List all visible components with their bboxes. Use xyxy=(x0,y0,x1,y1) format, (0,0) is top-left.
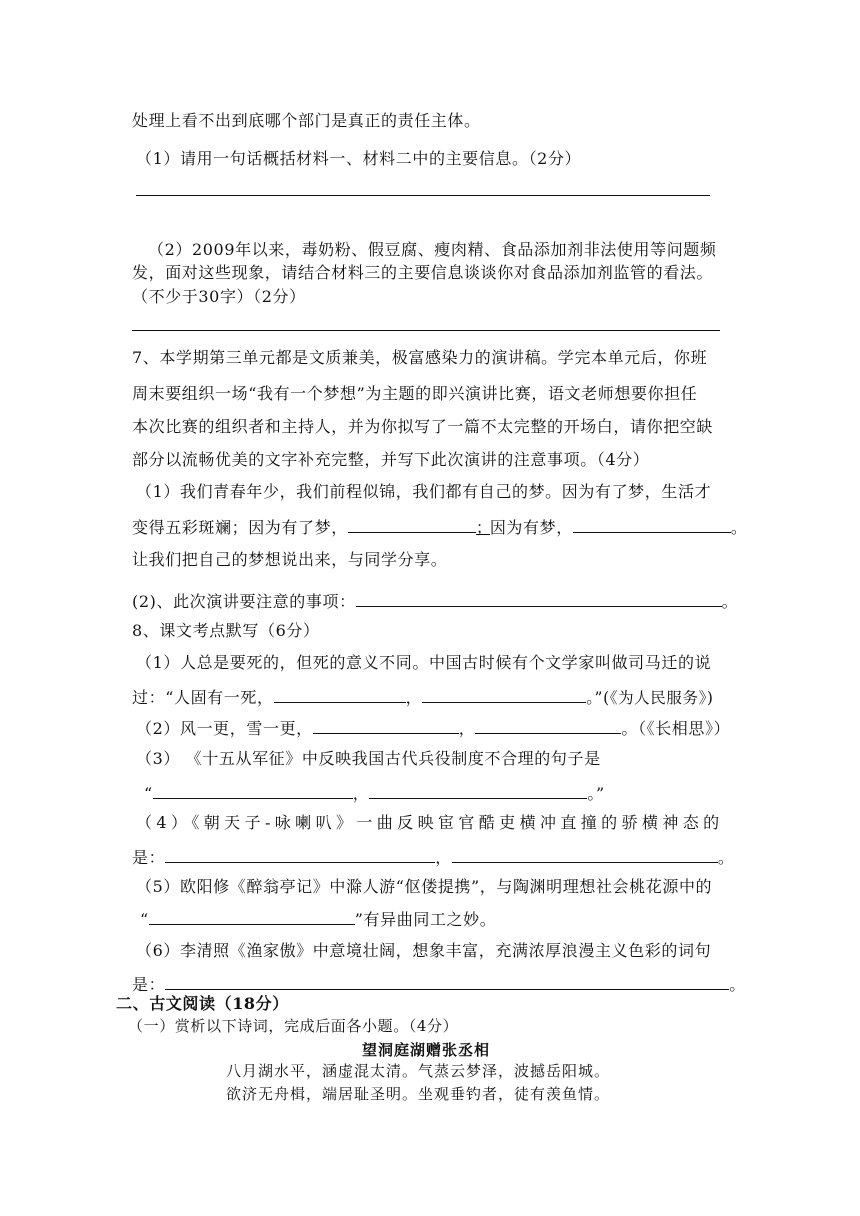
q7-line3: 本次比赛的组织者和主持人，并为你拟写了一篇不太完整的开场白，请你把空缺 xyxy=(132,417,714,436)
q7-p1-end: 。 xyxy=(730,518,748,537)
q8-s4-comma: ， xyxy=(435,848,452,867)
q8-title: 8、课文考点默写（6分） xyxy=(132,621,320,640)
q7-line2: 周末要组织一场“我有一个梦想”为主题的即兴演讲比赛，语文老师想要你担任 xyxy=(132,384,698,403)
section2-sub1: （一）赏析以下诗词，完成后面各小题。（4分） xyxy=(128,1017,459,1035)
q8-s5-line2 xyxy=(140,907,496,931)
q8-s1-comma: ， xyxy=(405,688,423,707)
q8-s5-line1: （5）欧阳修《醉翁亭记》中滁人游“伛偻提携”，与陶渊明理想社会桃花源中的 xyxy=(136,877,713,896)
q8-s2-comma: ， xyxy=(458,719,476,738)
q8-s3-open: “ xyxy=(144,784,153,803)
q8-s3-blank-1[interactable] xyxy=(153,781,353,799)
q6-2-answer-line[interactable] xyxy=(132,330,720,331)
section2-title: 二、古文阅读（18分） xyxy=(116,994,289,1013)
q6-2-line3: （不少于30字）（2分） xyxy=(132,287,306,306)
q6-2-line2: 发，面对这些现象，请结合材料三的主要信息谈谈你对食品添加剂监管的看法。 xyxy=(132,263,714,282)
q8-s6-pre: 是： xyxy=(132,975,166,994)
q8-s1-blank-1[interactable] xyxy=(274,685,406,703)
q8-s4-line2 xyxy=(132,845,734,869)
q8-s1-blank-2[interactable] xyxy=(422,685,586,703)
q6-1-answer-line[interactable] xyxy=(136,195,710,196)
q8-s6-period: 。 xyxy=(729,975,746,994)
q8-s3-line2 xyxy=(144,781,605,805)
q8-s1-line1: （1）人总是要死的，但死的意义不同。中国古时候有个文学家叫做司马迁的说 xyxy=(136,653,712,672)
q8-s5-blank[interactable] xyxy=(149,907,355,925)
q7-p1-line1: （1）我们青春年少，我们前程似锦，我们都有自己的梦。因为有了梦，生活才 xyxy=(136,482,712,501)
q7-blank-1[interactable] xyxy=(348,515,476,533)
poem-line-1: 八月湖水平，涵虚混太清。气蒸云梦泽，波撼岳阳城。 xyxy=(226,1062,611,1080)
q8-s1-pre: 过：“人固有一死， xyxy=(132,688,274,707)
q7-p2-line xyxy=(132,589,738,613)
q8-s5-close: ”有异曲同工之妙。 xyxy=(354,910,497,929)
q7-p2-end: 。 xyxy=(721,592,739,611)
q7-sep: ； xyxy=(475,518,493,537)
q7-blank-2[interactable] xyxy=(573,515,731,533)
q8-s2-pre: （2）风一更，雪一更， xyxy=(136,719,313,738)
q8-s4-period: 。 xyxy=(717,848,735,867)
q8-s1-line2 xyxy=(132,685,714,709)
q8-s1-post: 。”(《为人民服务》) xyxy=(586,689,714,707)
q8-s3-line1: （3） 《十五从军征》中反映我国古代兵役制度不合理的句子是 xyxy=(136,749,601,768)
q7-line1: 7、本学期第三单元都是文质兼美，极富感染力的演讲稿。学完本单元后，你班 xyxy=(132,348,708,367)
q6-2-line1: （2）2009年以来，毒奶粉、假豆腐、瘦肉精、食品添加剂非法使用等问题频 xyxy=(148,240,717,259)
q8-s2-blank-1[interactable] xyxy=(313,716,459,734)
q7-line4: 部分以流畅优美的文字补充完整，并写下此次演讲的注意事项。（4分） xyxy=(132,450,650,469)
q7-p1-line2 xyxy=(132,515,747,539)
material-tail-text: 处理上看不出到底哪个部门是真正的责任主体。 xyxy=(132,111,481,130)
q8-s4-pre: 是： xyxy=(132,848,166,867)
q8-s5-open: “ xyxy=(140,910,149,929)
q8-s6-blank[interactable] xyxy=(165,972,729,990)
q8-s3-comma: ， xyxy=(352,784,370,803)
q7-p1-text-a: 变得五彩斑斓；因为有了梦， xyxy=(132,518,348,537)
q8-s4-blank-1[interactable] xyxy=(165,845,435,863)
poem-line-2: 欲济无舟楫，端居耻圣明。坐观垂钓者，徒有羡鱼情。 xyxy=(226,1085,611,1103)
q7-p2-text: (2)、此次演讲要注意的事项： xyxy=(132,592,356,611)
q8-s6-line1: （6）李清照《渔家傲》中意境壮阔，想象丰富，充满浓厚浪漫主义色彩的词句 xyxy=(136,941,712,960)
poem-title: 望洞庭湖赠张丞相 xyxy=(362,1041,491,1059)
q8-s2-post: 。（《长相思》） xyxy=(621,719,731,738)
q8-s3-blank-2[interactable] xyxy=(369,781,587,799)
q8-s2-line xyxy=(136,716,730,740)
q8-s2-blank-2[interactable] xyxy=(475,716,621,734)
q8-s3-close: 。” xyxy=(587,784,605,803)
q8-s4-line1: （4）《朝天子-咏喇叭》一曲反映宦官酷吏横冲直撞的骄横神态的 xyxy=(136,813,724,832)
q6-1-prompt: （1）请用一句话概括材料一、材料二中的主要信息。（2分） xyxy=(136,149,582,168)
q7-p2-blank[interactable] xyxy=(356,589,722,607)
q7-p1-text-b: 因为有梦， xyxy=(489,518,573,537)
q8-s4-blank-2[interactable] xyxy=(452,845,718,863)
q7-p1-line3: 让我们把自己的梦想说出来，与同学分享。 xyxy=(132,550,448,569)
